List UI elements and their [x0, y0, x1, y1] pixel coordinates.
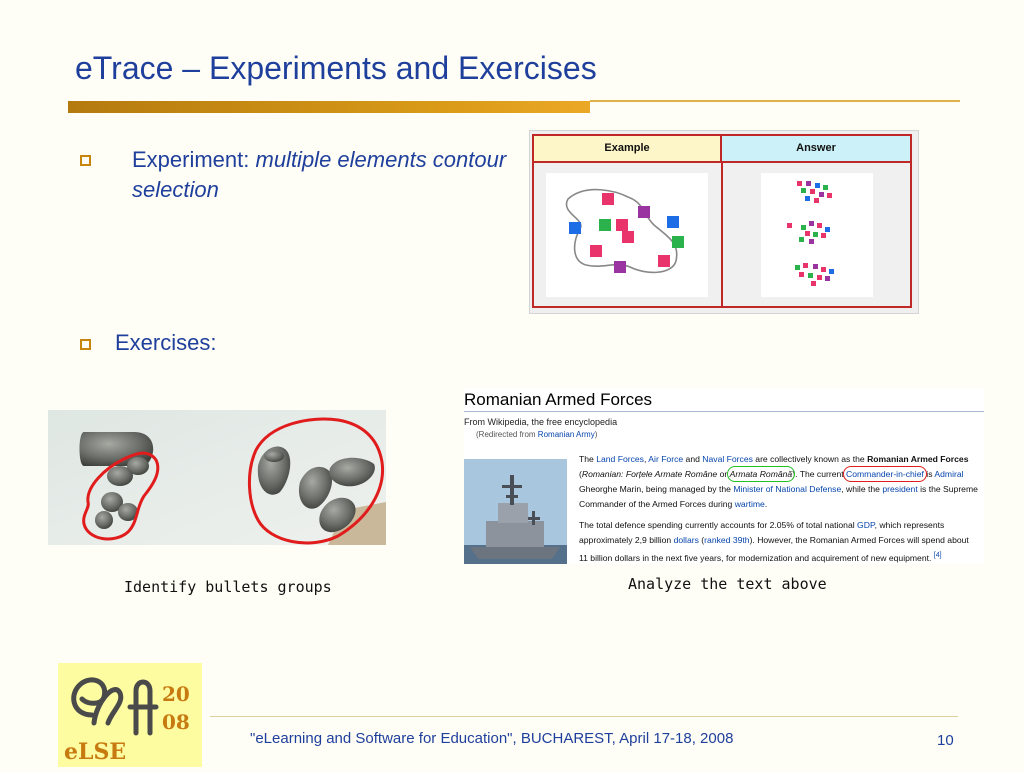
logo-year-bottom: 08	[162, 710, 190, 734]
square-green	[672, 236, 684, 248]
example-header: Example	[534, 136, 722, 163]
wiki-link[interactable]: Admiral	[934, 469, 964, 479]
wiki-redirect-link[interactable]: Romanian Army	[537, 430, 595, 439]
bullet-square-icon	[80, 339, 91, 350]
highlighted-term-green: Armata Română	[729, 469, 793, 479]
logo-year-top: 20	[162, 682, 190, 706]
bullets-photo-svg	[48, 410, 386, 545]
wiki-from-line: From Wikipedia, the free encyclopedia	[464, 417, 618, 427]
caption-identify-bullets: Identify bullets groups	[124, 578, 332, 596]
wiki-redirect-prefix: (Redirected from	[476, 430, 538, 439]
wiki-title-rule	[464, 411, 984, 412]
wiki-paragraph-2: The total defence spending currently accounts for 2.05% of total national GDP, which represents approximately 2,9 billion dollars (ranked 39th). However, the Romanian Armed Forces will spend about 11 billion dollars in the next five years, for modernization and acquirement of new equipment. [4]	[579, 520, 969, 563]
page-number: 10	[937, 732, 954, 749]
square-pink	[616, 219, 628, 231]
slide-title: eTrace – Experiments and Exercises	[75, 50, 597, 86]
answer-cluster-3	[795, 263, 834, 286]
wiki-link[interactable]: president	[882, 484, 918, 494]
bullet-square-icon	[80, 155, 91, 166]
footer-rule	[210, 716, 958, 717]
answer-diagram	[761, 173, 873, 297]
wiki-link[interactable]: wartime	[734, 499, 765, 509]
else-logo-svg	[58, 663, 202, 767]
wiki-link[interactable]: Land Forces	[596, 454, 644, 464]
wiki-article-title: Romanian Armed Forces	[464, 390, 653, 409]
caption-analyze-text: Analyze the text above	[628, 575, 827, 593]
example-diagram	[546, 173, 708, 297]
square-pink	[590, 245, 602, 257]
logo-name: eLSE	[64, 739, 127, 765]
bullet-experiment	[132, 145, 512, 205]
warship-image-svg	[464, 459, 567, 564]
bullet-exercises: Exercises:	[115, 330, 217, 355]
square-blue	[667, 216, 679, 228]
wiki-reference-link[interactable]: [4]	[933, 552, 942, 559]
answer-header: Answer	[722, 136, 910, 163]
square-pink	[622, 231, 634, 243]
square-purple	[638, 206, 650, 218]
answer-cluster-1	[797, 181, 832, 203]
highlighted-term-red[interactable]: Commander-in-chief	[846, 469, 924, 479]
square-pink	[658, 255, 670, 267]
wiki-paragraph-1: The Land Forces, Air Force and Naval Forces are collectively known as the Romanian Armed Forces (Romanian: Forțele Armate Române or Armata Română). The current Commander-in-chief is Admiral Gheorghe Marin, being managed by the Minister of National Defense, while the president is the Supreme Commander of the Armed Forces during wartime.	[579, 454, 978, 509]
table-divider	[721, 163, 723, 306]
wiki-link[interactable]: GDP	[857, 520, 875, 530]
wiki-link[interactable]: Air Force	[648, 454, 684, 464]
square-purple	[614, 261, 626, 273]
wiki-redirect-suffix: )	[594, 430, 598, 439]
warship-image	[464, 459, 567, 564]
bullet-experiment-italic: multiple elements contour selection	[132, 147, 507, 202]
answer-cluster-2	[787, 221, 830, 244]
wiki-article-snippet	[464, 388, 984, 564]
square-pink	[602, 193, 614, 205]
wiki-link[interactable]: Naval Forces	[702, 454, 753, 464]
square-blue	[569, 222, 581, 234]
wiki-link[interactable]: ranked 39th	[704, 535, 750, 545]
answer-clusters-svg	[761, 173, 873, 297]
title-underline-bar	[68, 101, 590, 113]
footer-conference-text: "eLearning and Software for Education", BUCHAREST, April 17-18, 2008	[250, 730, 734, 747]
wiki-link[interactable]: dollars	[673, 535, 699, 545]
square-green	[599, 219, 611, 231]
else-logo	[58, 663, 202, 767]
wiki-redirect-line	[476, 430, 597, 439]
bullet-experiment-lead: Experiment:	[132, 147, 256, 172]
title-underline-rule	[590, 100, 960, 102]
wiki-link[interactable]: Minister of National Defense	[733, 484, 842, 494]
example-contour-svg	[546, 173, 708, 297]
bullets-photo	[48, 410, 386, 545]
